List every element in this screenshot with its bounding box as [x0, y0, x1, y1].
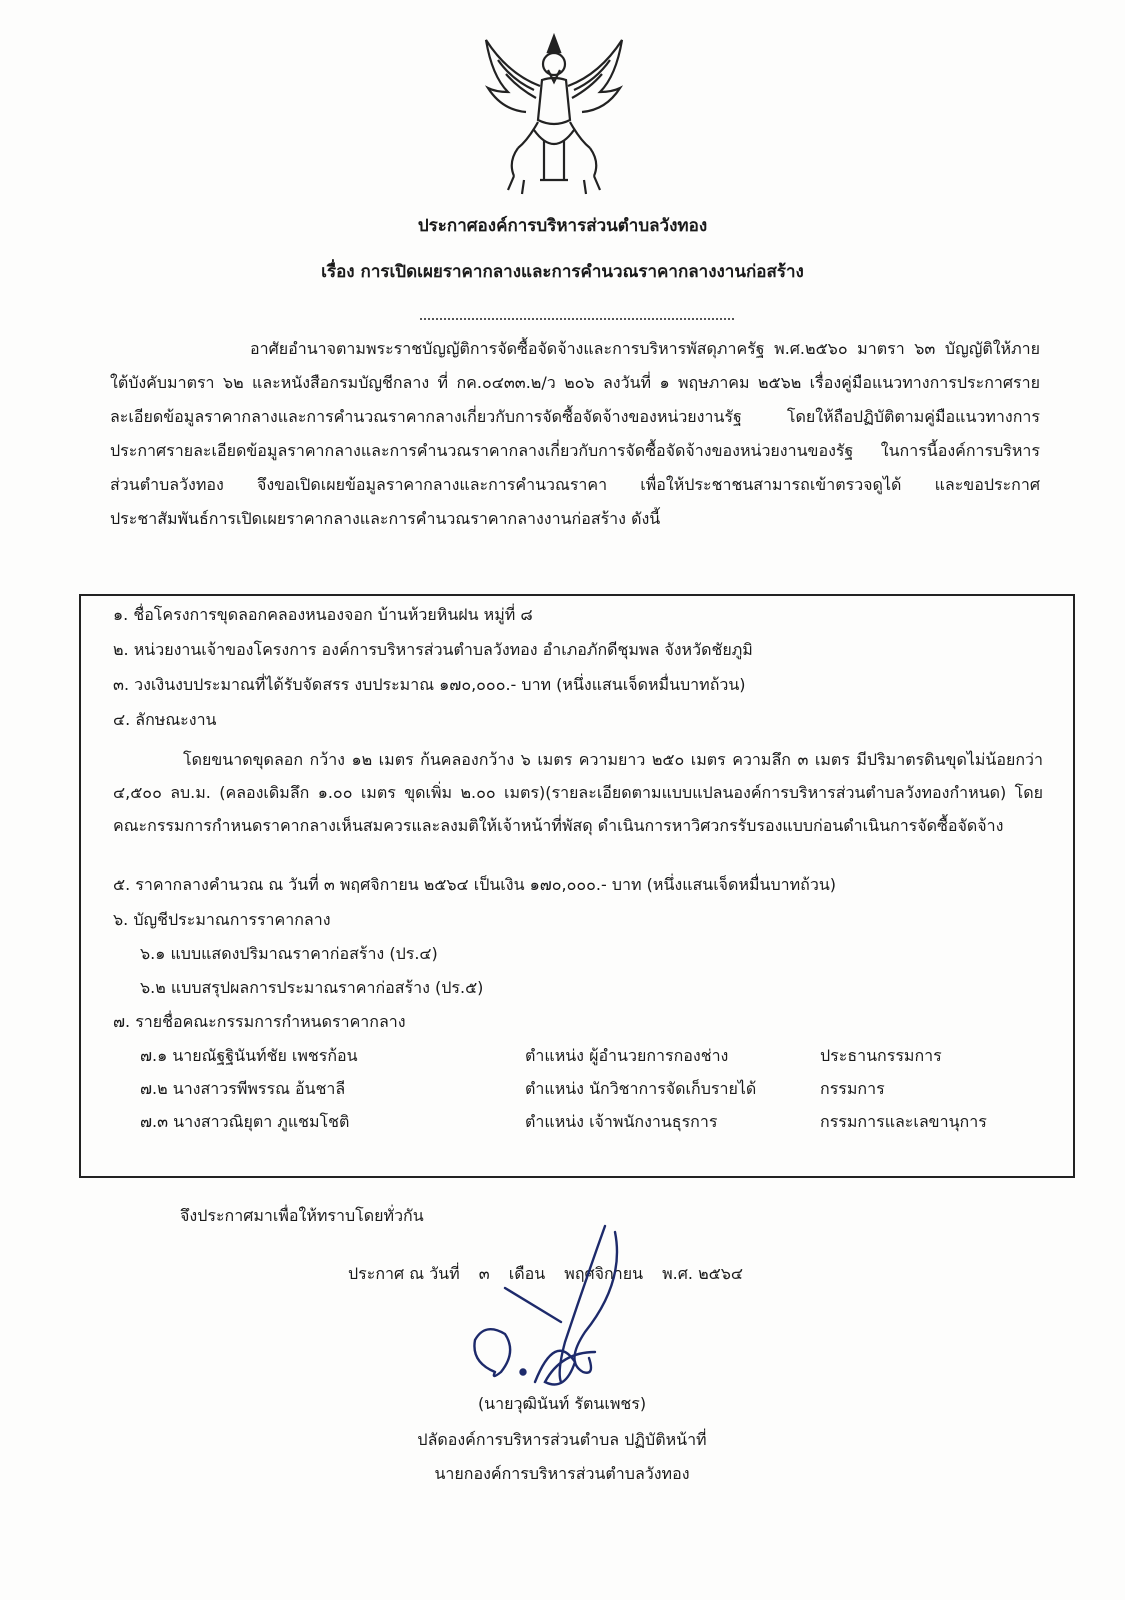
item-4-detail — [113, 743, 1043, 842]
item-5-median-price: ๕. ราคากลางคำนวณ ณ วันที่ ๓ พฤศจิกายน ๒๕๖๔ เป็นเงิน ๑๗๐,๐๐๐.- บาท (หนึ่งแสนเจ็ดหมื่นบาทถ้วน) — [113, 875, 837, 894]
date-month: พฤศจิกายน — [564, 1264, 644, 1283]
item-3-budget: ๓. วงเงินงบประมาณที่ได้รับจัดสรร งบประมาณ ๑๗๐,๐๐๐.- บาท (หนึ่งแสนเจ็ดหมื่นบาทถ้วน) — [113, 675, 746, 694]
announcement-subject: เรื่อง การเปิดเผยราคากลางและการคำนวณราคากลางงานก่อสร้าง — [321, 262, 804, 282]
item-6-2-form: ๖.๒ แบบสรุปผลการประมาณราคาก่อสร้าง (ปร.๕) — [140, 978, 484, 997]
item-1-project-name: ๑. ชื่อโครงการขุดลอกคลองหนองจอก บ้านห้วยหินฝน หมู่ที่ ๘ — [113, 605, 533, 624]
item-6-estimate-list: ๖. บัญชีประมาณการราคากลาง — [113, 910, 331, 929]
committee-1-name: ๗.๑ นายณัฐฐินันท์ชัย เพชรก้อน — [140, 1046, 358, 1065]
garuda-emblem-icon — [478, 30, 630, 200]
item-4-heading: ๔. ลักษณะงาน — [113, 710, 217, 729]
date-prefix: ประกาศ ณ วันที่ — [348, 1264, 460, 1283]
committee-1-role: ประธานกรรมการ — [820, 1046, 942, 1065]
item-6-1-form: ๖.๑ แบบแสดงปริมาณราคาก่อสร้าง (ปร.๔) — [140, 944, 438, 963]
committee-2-name: ๗.๒ นางสาวรพีพรรณ อ้นชาลี — [140, 1079, 346, 1098]
date-day: ๓ — [478, 1264, 490, 1283]
signer-title-1: ปลัดองค์การบริหารส่วนตำบล ปฏิบัติหน้าที่ — [417, 1430, 707, 1449]
announcement-title: ประกาศองค์การบริหารส่วนตำบลวังทอง — [417, 216, 708, 236]
intro-text: อาศัยอำนาจตามพระราชบัญญัติการจัดซื้อจัดจ้างและการบริหารพัสดุภาครัฐ พ.ศ.๒๕๖๐ มาตรา ๖๓ บัญญัติให้ภายใต้บังคับมาตรา ๖๒ และหนังสือกรมบัญชีกลาง ที่ กค.๐๔๓๓.๒/ว ๒๐๖ ลงวันที่ ๑ พฤษภาคม ๒๕๖๒ เรื่องคู่มือแนวทางการประกาศรายละเอียดข้อมูลราคากลางและการคำนวณราคากลางเกี่ยวกับการจัดซื้อจัดจ้างของหน่วยงานรัฐ โดยให้ถือปฏิบัติตามคู่มือแนวทางการประกาศรายละเอียดข้อมูลราคากลางและการคำนวณราคากลางเกี่ยวกับการจัดซื้อจัดจ้างของหน่วยงานของรัฐ ในการนี้องค์การบริหารส่วนตำบลวังทอง จึงขอเปิดเผยข้อมูลราคากลางและการคำนวณราคา เพื่อให้ประชาชนสามารถเข้าตรวจดูได้ และขอประกาศประชาสัมพันธ์การเปิดเผยราคากลางและการคำนวณราคากลางงานก่อสร้าง ดังนี้ — [110, 339, 1040, 528]
committee-1-position: ตำแหน่ง ผู้อำนวยการกองช่าง — [525, 1046, 729, 1065]
committee-3-name: ๗.๓ นางสาวณิยุตา ภูแชมโชติ — [140, 1112, 350, 1131]
signer-title-2: นายกองค์การบริหารส่วนตำบลวังทอง — [434, 1464, 690, 1483]
item-2-agency: ๒. หน่วยงานเจ้าของโครงการ องค์การบริหารส่วนตำบลวังทอง อำเภอภักดีชุมพล จังหวัดชัยภูมิ — [113, 640, 753, 659]
closing-statement: จึงประกาศมาเพื่อให้ทราบโดยทั่วกัน — [180, 1206, 424, 1225]
committee-3-position: ตำแหน่ง เจ้าพนักงานธุรการ — [525, 1112, 718, 1131]
committee-2-position: ตำแหน่ง นักวิชาการจัดเก็บรายได้ — [525, 1079, 757, 1098]
dotted-separator — [420, 318, 734, 320]
date-month-label: เดือน — [508, 1264, 546, 1283]
item-4-detail-text: โดยขนาดขุดลอก กว้าง ๑๒ เมตร ก้นคลองกว้าง ๖ เมตร ความยาว ๒๕๐ เมตร ความลึก ๓ เมตร มีปริมาตรดินขุดไม่น้อยกว่า ๔,๕๐๐ ลบ.ม. (คลองเดิมลึก ๑.๐๐ เมตร ขุดเพิ่ม ๒.๐๐ เมตร)(รายละเอียดตามแบบแปลนองค์การบริหารส่วนตำบลวังทองกำหนด) โดยคณะกรรมการกำหนดราคากลางเห็นสมควรและลงมติให้เจ้าหน้าที่พัสดุ ดำเนินการหาวิศวกรรับรองแบบก่อนดำเนินการจัดซื้อจัดจ้าง — [113, 750, 1043, 835]
committee-2-role: กรรมการ — [820, 1079, 885, 1098]
date-year: พ.ศ. ๒๕๖๔ — [662, 1264, 744, 1283]
item-7-committee-heading: ๗. รายชื่อคณะกรรมการกำหนดราคากลาง — [113, 1012, 406, 1031]
committee-3-role: กรรมการและเลขานุการ — [820, 1112, 987, 1131]
intro-paragraph — [110, 332, 1040, 536]
signer-name: (นายวุฒินันท์ รัตนเพชร) — [477, 1394, 647, 1413]
